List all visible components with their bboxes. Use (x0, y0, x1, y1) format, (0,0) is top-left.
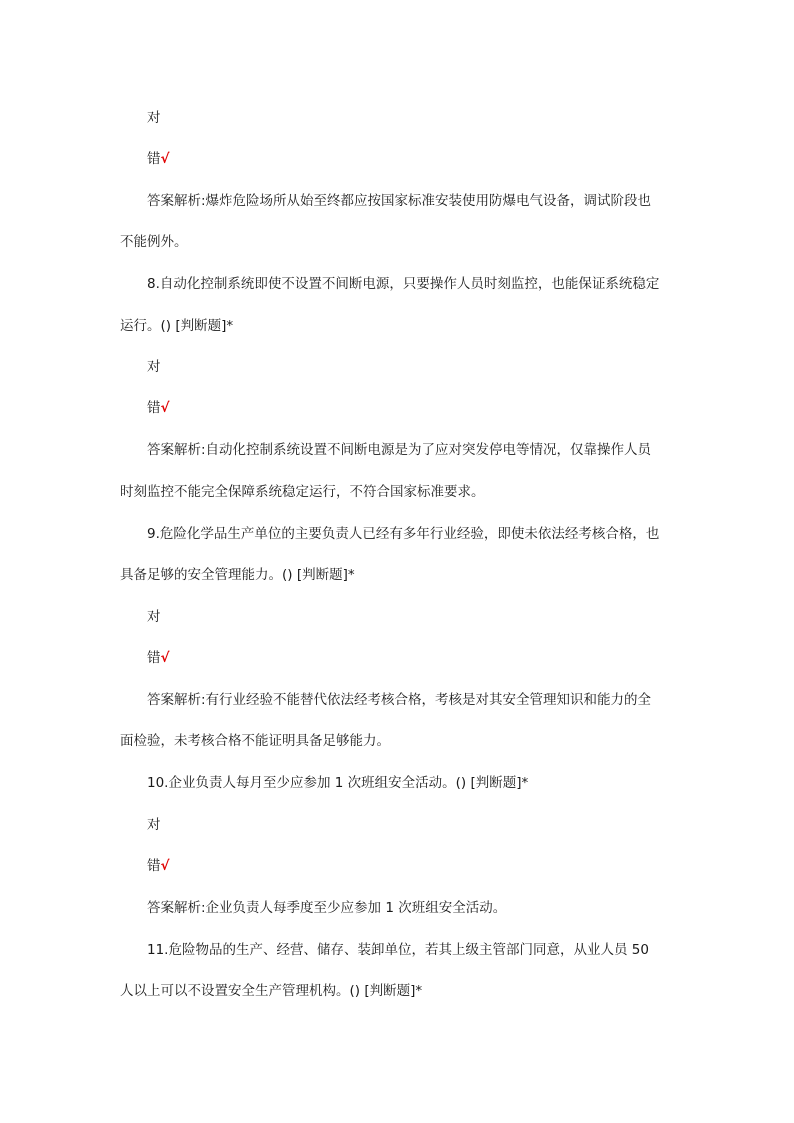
option-label: 对 (147, 110, 161, 126)
q7-analysis-line1: 答案解析:爆炸危险场所从始至终都应按国家标准安装使用防爆电气设备，调试阶段也 (147, 193, 652, 209)
q9-stem-line2: 具备足够的安全管理能力。() [判断题]* (120, 567, 355, 583)
q10-stem-line1: 10.企业负责人每月至少应参加 1 次班组安全活动。() [判断题]* (147, 775, 529, 791)
option-label: 对 (147, 609, 161, 625)
correct-check-icon: √ (160, 151, 170, 167)
q8-option-true (147, 357, 161, 377)
option-label: 错 (147, 858, 161, 874)
option-label: 错 (147, 151, 161, 167)
q11-stem-line2: 人以上可以不设置安全生产管理机构。() [判断题]* (120, 983, 423, 999)
q9-analysis-line2: 面检验，未考核合格不能证明具备足够能力。 (120, 733, 390, 749)
q10-analysis-line1: 答案解析:企业负责人每季度至少应参加 1 次班组安全活动。 (147, 900, 507, 916)
q8-option-false (147, 398, 170, 418)
q7-option-false (147, 149, 170, 169)
q9-option-true (147, 607, 161, 627)
q8-stem-line1: 8.自动化控制系统即使不设置不间断电源，只要操作人员时刻监控，也能保证系统稳定 (147, 276, 660, 292)
q10-option-false (147, 856, 170, 876)
correct-check-icon: √ (160, 858, 170, 874)
option-label: 对 (147, 817, 161, 833)
option-label: 错 (147, 650, 161, 666)
q7-analysis-line2: 不能例外。 (120, 234, 188, 250)
q8-analysis-line2: 时刻监控不能完全保障系统稳定运行，不符合国家标准要求。 (120, 484, 485, 500)
q10-option-true (147, 815, 161, 835)
q9-stem-line1: 9.危险化学品生产单位的主要负责人已经有多年行业经验，即使未依法经考核合格，也 (147, 526, 660, 542)
option-label: 错 (147, 400, 161, 416)
q8-analysis-line1: 答案解析:自动化控制系统设置不间断电源是为了应对突发停电等情况，仅靠操作人员 (147, 442, 652, 458)
option-label: 对 (147, 359, 161, 375)
q9-option-false (147, 648, 170, 668)
correct-check-icon: √ (160, 400, 170, 416)
q8-stem-line2: 运行。() [判断题]* (120, 318, 234, 334)
q9-analysis-line1: 答案解析:有行业经验不能替代依法经考核合格，考核是对其安全管理知识和能力的全 (147, 692, 652, 708)
q7-option-true (147, 108, 161, 128)
correct-check-icon: √ (160, 650, 170, 666)
q11-stem-line1: 11.危险物品的生产、经营、储存、装卸单位，若其上级主管部门同意，从业人员 50 (147, 942, 649, 958)
